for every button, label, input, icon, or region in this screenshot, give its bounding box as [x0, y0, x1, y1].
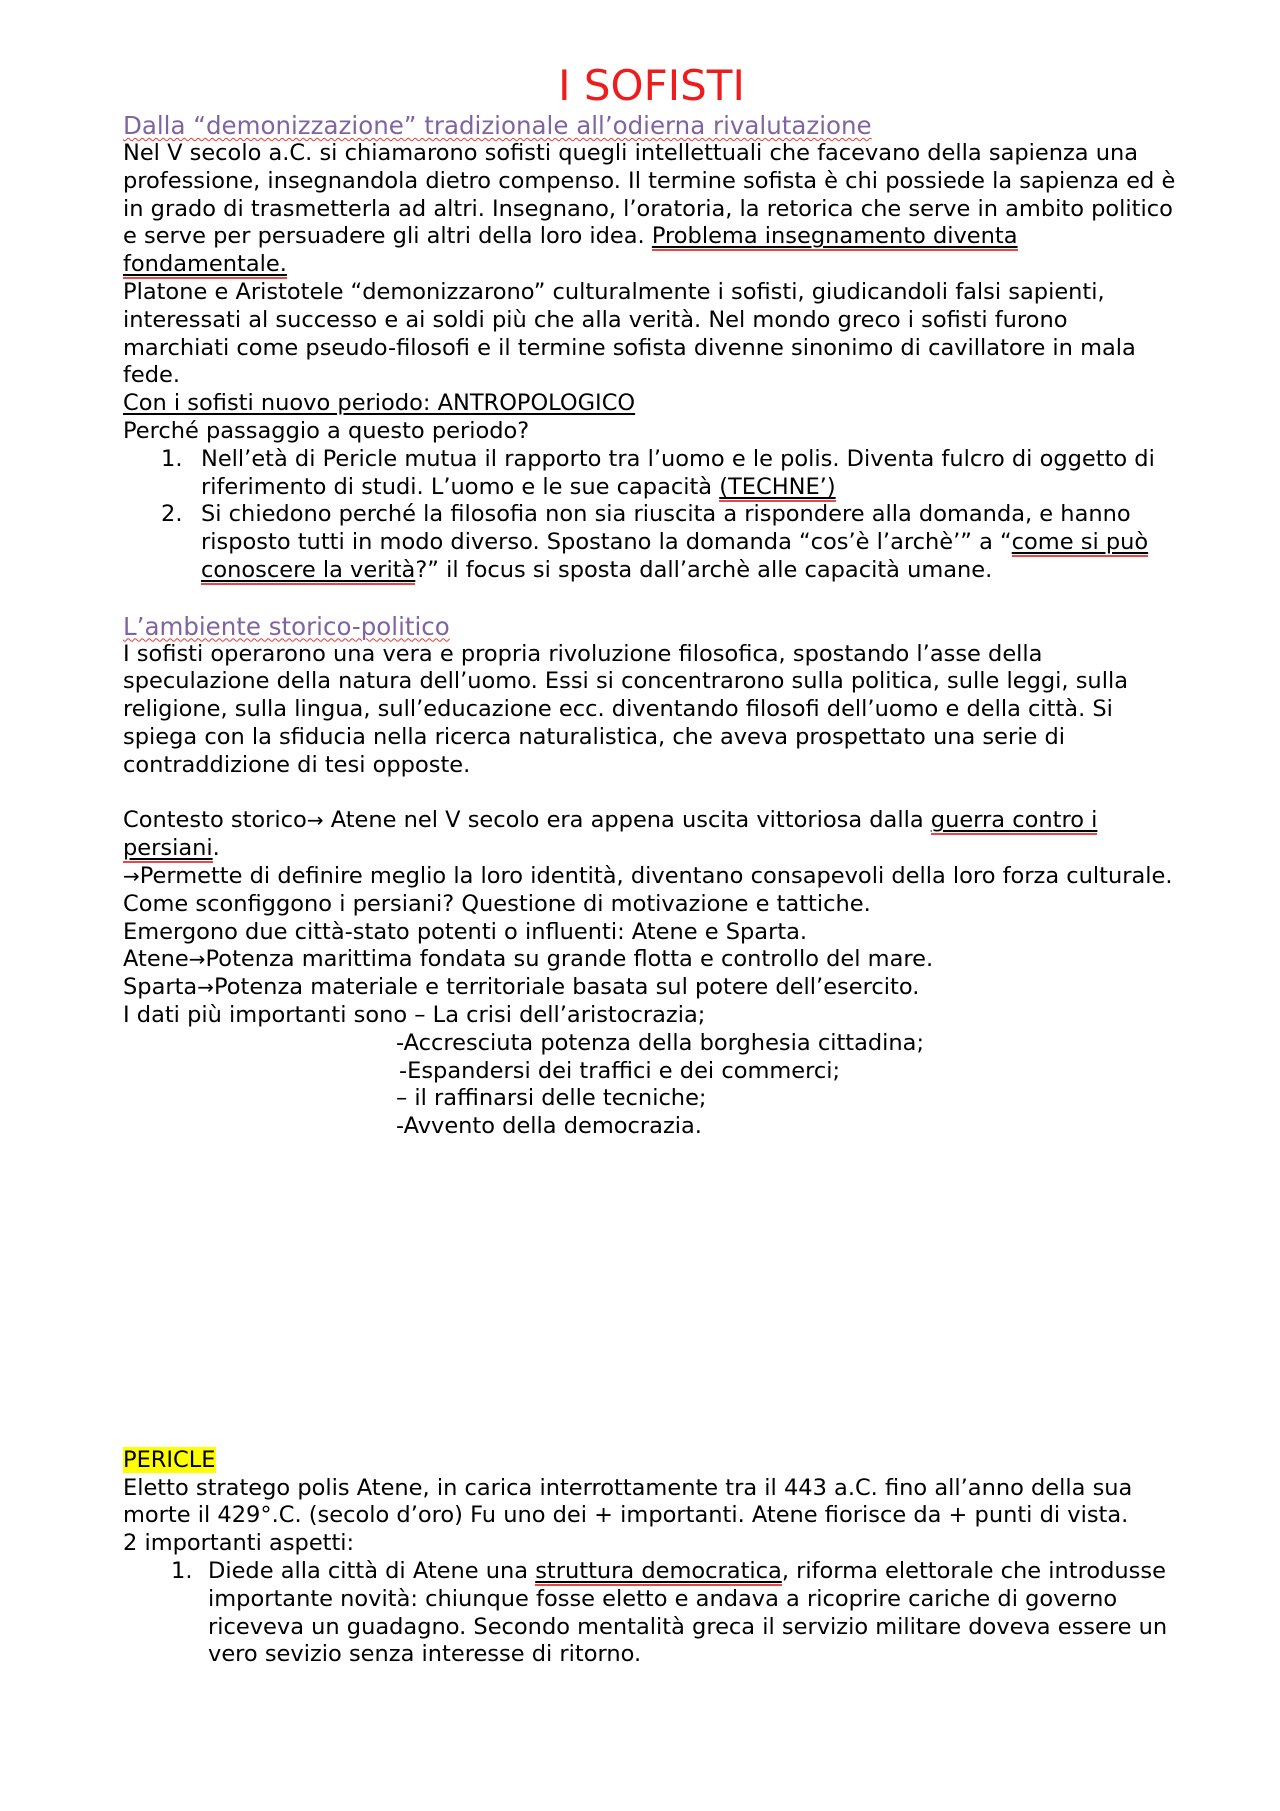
context-label: Contesto storico — [123, 807, 307, 834]
paragraph-pericle: Eletto stratego polis Atene, in carica interrottamente tra il 443 a.C. fino all’anno della sua morte il 429°.C. (secolo d’oro) Fu uno dei + importanti. Atene fiorisce da + punti di vista. — [123, 1474, 1133, 1529]
period-heading — [123, 390, 1180, 418]
paragraph-atene — [123, 946, 1180, 974]
dati-item: -Espandersi dei traffici e dei commerci; — [399, 1057, 841, 1084]
blank-line — [123, 780, 1180, 808]
paragraph-intro — [123, 140, 1180, 279]
list-item — [123, 1558, 1180, 1669]
list-item-text: Nell’età di Pericle mutua il rapporto tra l’uomo e le polis. Diventa fulcro di oggetto di riferimento di studi. L’uomo e le sue capacità — [201, 445, 1155, 500]
paragraph-sconfiggono: Come sconfiggono i persiani? Questione di motivazione e tattiche. — [123, 890, 871, 917]
arrow-icon: → — [123, 863, 140, 888]
paragraph-contesto — [123, 807, 1180, 863]
section-heading-pericle — [123, 1447, 1180, 1475]
period-heading-text: Con i sofisti nuovo periodo: ANTROPOLOGICO — [123, 390, 636, 417]
paragraph-sparta — [123, 974, 1180, 1002]
section-heading-demonizzazione — [123, 112, 1180, 140]
numbered-list-pericle — [123, 1558, 1180, 1669]
atene-text: Potenza marittima fondata su grande flotta e controllo del mare. — [205, 946, 934, 973]
list-item-text: Si chiedono perché la filosofia non sia riuscita a rispondere alla domanda, e hanno risposto tutti in modo diverso. Spostano la domanda “cos’è l’archè’” a “ — [201, 501, 1131, 556]
paragraph-aspetti: 2 importanti aspetti: — [123, 1530, 355, 1557]
heading-text: L’ambiente storico-politico — [123, 611, 450, 641]
dati-item: – il raffinarsi delle tecniche; — [396, 1085, 707, 1112]
list-number: 1. — [171, 1558, 193, 1585]
paragraph-platone: Platone e Aristotele “demonizzarono” culturalmente i sofisti, giudicandoli falsi sapienti, interessati al successo e ai soldi più che alla verità. Nel mondo greco i sofisti furono marchiati come pseudo-filosofi e il termine sofista divenne sinonimo di cavillatore in mala fede. — [123, 278, 1136, 389]
paragraph-emergono: Emergono due città-stato potenti o influenti: Atene e Sparta. — [123, 918, 808, 945]
paragraph-permette — [123, 863, 1180, 891]
dati-item: -Avvento della democrazia. — [396, 1113, 702, 1140]
period-question: Perché passaggio a questo periodo? — [123, 417, 530, 444]
heading-text: Dalla “demonizzazione” tradizionale all’odierna rivalutazione — [123, 111, 872, 140]
list-item — [123, 446, 1180, 502]
list-item-underlined: struttura democratica — [535, 1558, 782, 1585]
arrow-icon: → — [306, 808, 324, 833]
arrow-icon: → — [188, 947, 206, 972]
paragraph-rivoluzione: I sofisti operarono una vera e propria rivoluzione filosofica, spostando l’asse della speculazione della natura dell’uomo. Essi si concentrarono sulla politica, sulle leggi, sulla religione, sulla lingua, sull’educazione ecc. diventando filosofi dell’uomo e della città. Si spiega con la sfiducia nella ricerca naturalistica, che aveva prospettato una serie di contraddizione di tesi opposte. — [123, 640, 1128, 778]
sparta-label: Sparta — [123, 974, 198, 1001]
page-gap — [123, 1141, 1180, 1447]
list-number: 1. — [161, 445, 183, 472]
list-item-text-end: , riforma elettorale che introdusse importante novità: chiunque fosse eletto e andava a ricoprire cariche di governo riceveva un guadagno. Secondo mentalità greca il servizio militare doveva essere un vero sevizio senza interesse di ritorno. — [208, 1558, 1168, 1668]
list-item — [123, 501, 1180, 584]
atene-label: Atene — [123, 946, 189, 973]
list-number: 2. — [161, 501, 183, 528]
list-item-underlined: come si può conoscere la verità — [201, 529, 1149, 583]
list-item-underlined: (TECHNE’) — [719, 473, 836, 500]
intro-text: Nel V secolo a.C. si chiamarono sofisti quegli intellettuali che facevano della sapienza una professione, insegnandola dietro compenso. Il termine sofista è chi possiede la sapienza ed è in grado di trasmetterla ad altri. Insegnano, l’oratoria, la retorica che serve in ambito politico e serve per persuadere gli altri della loro idea. — [123, 140, 1176, 250]
list-item-text: Diede alla città di Atene una — [208, 1558, 536, 1585]
paragraph-dati-intro: I dati più importanti sono – La crisi dell’aristocrazia; — [123, 1001, 706, 1028]
pericle-highlight: PERICLE — [123, 1446, 216, 1473]
arrow-icon: → — [197, 975, 214, 1000]
context-underlined: guerra contro i persiani — [123, 807, 1098, 862]
sparta-text: Potenza materiale e territoriale basata sul potere dell’esercito. — [213, 974, 920, 1001]
document-title: I SOFISTI — [558, 61, 745, 110]
blank-line — [123, 585, 1180, 613]
context-text: Atene nel V secolo era appena uscita vittoriosa dalla — [323, 807, 931, 834]
permette-text: Permette di definire meglio la loro identità, diventano consapevoli della loro forza culturale. — [139, 862, 1173, 889]
list-item-text-end: ?” il focus si sposta dall’archè alle capacità umane. — [415, 556, 993, 583]
dati-item: -Accresciuta potenza della borghesia cittadina; — [396, 1029, 925, 1056]
intro-underlined-text: Problema insegnamento diventa fondamentale. — [123, 223, 1018, 278]
context-end: . — [212, 835, 220, 862]
section-heading-ambiente — [123, 613, 1180, 641]
numbered-list-periodo — [123, 446, 1180, 585]
